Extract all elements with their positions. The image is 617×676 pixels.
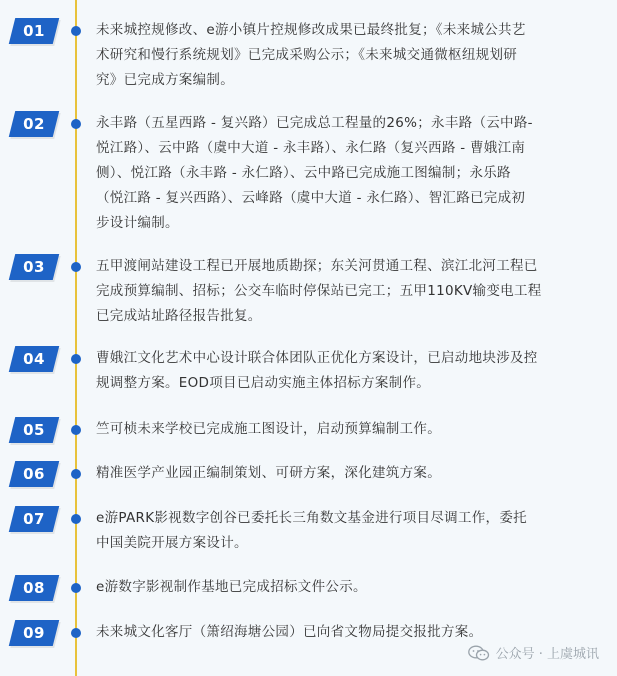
item-text: 竺可桢未来学校已完成施工图设计，启动预算编制工作。 <box>96 421 441 437</box>
timeline-dot <box>71 26 81 36</box>
badge-number: 04 <box>23 350 45 368</box>
timeline-dot <box>71 425 81 435</box>
timeline-dot <box>71 583 81 593</box>
badge-number: 01 <box>23 22 45 40</box>
timeline-dot <box>71 354 81 364</box>
timeline-dot <box>71 262 81 272</box>
wechat-icon <box>468 645 490 661</box>
account-watermark <box>468 643 599 662</box>
item-text: 未来城控规修改、e游小镇片控规修改成果已最终批复；《未来城公共艺 术研究和慢行系统规划》已完成采购公示；《未来城交通微枢纽规划研 究》已完成方案编制。 <box>96 22 526 88</box>
badge-number: 08 <box>23 579 45 597</box>
number-badge <box>9 346 59 372</box>
timeline-dot <box>71 514 81 524</box>
item-text: 未来城文化客厅（箫绍海塘公园）已向省文物局提交报批方案。 <box>96 624 483 640</box>
watermark-text: 公众号 · 上虞城讯 <box>495 647 599 662</box>
timeline-dot <box>71 628 81 638</box>
item-text: 曹娥江文化艺术中心设计联合体团队正优化方案设计，已启动地块涉及控 规调整方案。EOD项目已启动实施主体招标方案制作。 <box>96 350 538 391</box>
number-badge <box>9 18 59 44</box>
badge-number: 09 <box>23 624 45 642</box>
timeline-dot <box>71 469 81 479</box>
item-text: 永丰路（五星西路 - 复兴路）已完成总工程量的26%；永丰路（云中路- 悦江路）、云中路（虞中大道 - 永丰路）、永仁路（复兴西路 - 曹娥江南 侧）、悦江路（永丰路 - 永仁路）、云中路已完成施工图编制；永乐路 （悦江路 - 复兴西路）、云峰路（虞中大道 - 永仁路）、智汇路已完成初 步设计编制。 <box>96 115 533 231</box>
timeline-line <box>75 0 77 676</box>
number-badge <box>9 461 59 487</box>
item-text: 五甲渡闸站建设工程已开展地质勘探；东关河贯通工程、滨江北河工程已 完成预算编制、招标；公交车临时停保站已完工；五甲110KV输变电工程 已完成站址路径报告批复。 <box>96 258 542 324</box>
badge-number: 05 <box>23 421 45 439</box>
item-text: e游PARK影视数字创谷已委托长三角数文基金进行项目尽调工作，委托 中国美院开展方案设计。 <box>96 510 527 551</box>
timeline-dot <box>71 119 81 129</box>
number-badge <box>9 254 59 280</box>
number-badge <box>9 506 59 532</box>
badge-number: 07 <box>23 510 45 528</box>
number-badge <box>9 575 59 601</box>
badge-number: 03 <box>23 258 45 276</box>
item-text: 精准医学产业园正编制策划、可研方案，深化建筑方案。 <box>96 465 441 481</box>
number-badge <box>9 620 59 646</box>
number-badge <box>9 417 59 443</box>
badge-number: 02 <box>23 115 45 133</box>
number-badge <box>9 111 59 137</box>
badge-number: 06 <box>23 465 45 483</box>
item-text: e游数字影视制作基地已完成招标文件公示。 <box>96 579 367 595</box>
